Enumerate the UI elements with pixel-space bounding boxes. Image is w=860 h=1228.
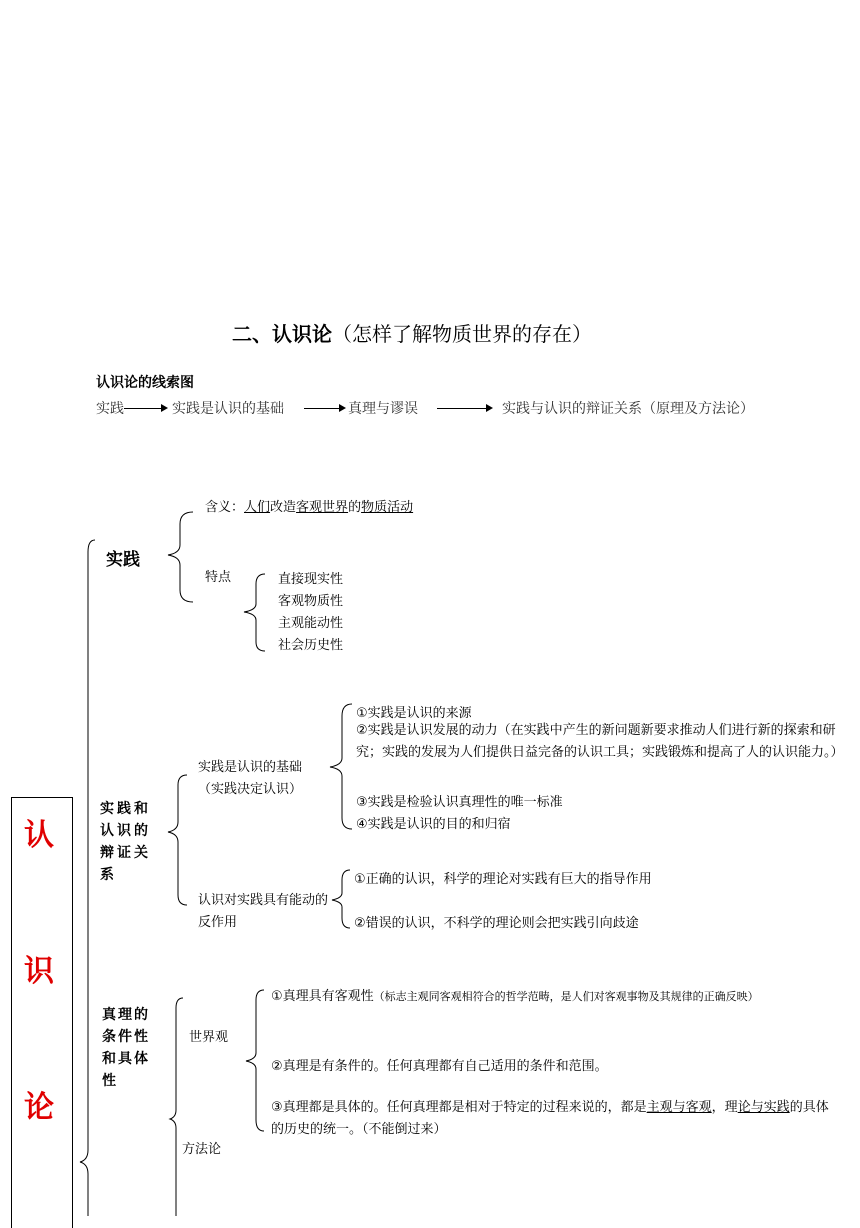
feature-2: 客观物质性 (278, 594, 344, 609)
side-title-char-3: 论 (24, 1090, 54, 1125)
thread-step-3: 真理与谬误 (348, 401, 418, 417)
feature-4: 社会历史性 (278, 638, 344, 653)
meaning-part-1: 人们 (244, 500, 271, 515)
truth-item-1-main: ①真理具有客观性 (271, 989, 374, 1004)
side-title-char-2: 识 (24, 954, 54, 989)
feature-1: 直接现实性 (278, 572, 344, 587)
worldview-label: 世界观 (189, 1030, 229, 1045)
basis-label: 实践是认识的基础 (198, 760, 303, 775)
truth-item-2: ②真理是有条件的。任何真理都有自己适用的条件和范围。 (271, 1059, 608, 1074)
meaning-part-4: 的 (348, 500, 362, 515)
thread-heading: 认识论的线索图 (96, 375, 194, 391)
basis-item-2: ②实践是认识发展的动力（在实践中产生的新问题新要求推动人们进行新的探索和研究；实践的发展为人们提供日益完备的认识工具；实践锻炼和提高了人的认识能力。） (356, 723, 844, 760)
meaning-label: 含义： (205, 500, 245, 515)
truth-item-3-underline-1: 主观与客观 (646, 1100, 712, 1115)
meaning-part-5: 物质活动 (361, 500, 414, 515)
side-title-char-1: 认 (24, 818, 54, 853)
truth-item-3-underline-2: 论与实践 (737, 1100, 790, 1115)
practice-meaning (205, 496, 413, 515)
reaction-item-2: ②错误的认识，不科学的理论则会把实践引向歧途 (354, 916, 639, 931)
basis-item-3: ③实践是检验认识真理性的唯一标准 (356, 795, 563, 810)
meaning-part-2: 改造 (270, 500, 297, 515)
truth-item-3-part-c: 的具体的历史的统一。（不能倒过来） (271, 1100, 829, 1137)
reaction-item-1: ①正确的认识，科学的理论对实践有巨大的指导作用 (354, 872, 652, 887)
title-main: 二、认识论 (232, 322, 332, 346)
dialectic-label: 实践和认识的辩证关系 (100, 801, 151, 883)
truth-item-3-part-b: ，理 (711, 1100, 738, 1115)
basis-item-4: ④实践是认识的目的和归宿 (356, 817, 511, 832)
truth-item-1 (271, 986, 826, 1008)
basis-sub-label: （实践决定认识） (198, 782, 303, 797)
thread-step-1: 实践 (96, 401, 124, 417)
thread-step-4: 实践与认识的辩证关系（原理及方法论） (502, 401, 754, 417)
thread-step-2: 实践是认识的基础 (172, 401, 284, 417)
title-sub: （怎样了解物质世界的存在） (332, 322, 592, 346)
truth-label: 真理的条件性和具体性 (102, 1007, 150, 1089)
truth-item-3-part-a: ③真理都是具体的。任何真理都是相对于特定的过程来说的，都是 (271, 1100, 647, 1115)
reaction-label: 认识对实践具有能动的反作用 (198, 893, 329, 930)
practice-label: 实践 (106, 550, 140, 570)
feature-3: 主观能动性 (278, 616, 344, 631)
meaning-part-3: 客观世界 (296, 500, 349, 515)
truth-item-3 (271, 1097, 831, 1141)
methodology-label: 方法论 (182, 1142, 222, 1157)
truth-item-1-note: （标志主观同客观相符合的哲学范畴，是人们对客观事物及其规律的正确反映） (373, 990, 759, 1003)
basis-item-1: ①实践是认识的来源 (356, 706, 472, 721)
features-label: 特点 (205, 570, 232, 585)
